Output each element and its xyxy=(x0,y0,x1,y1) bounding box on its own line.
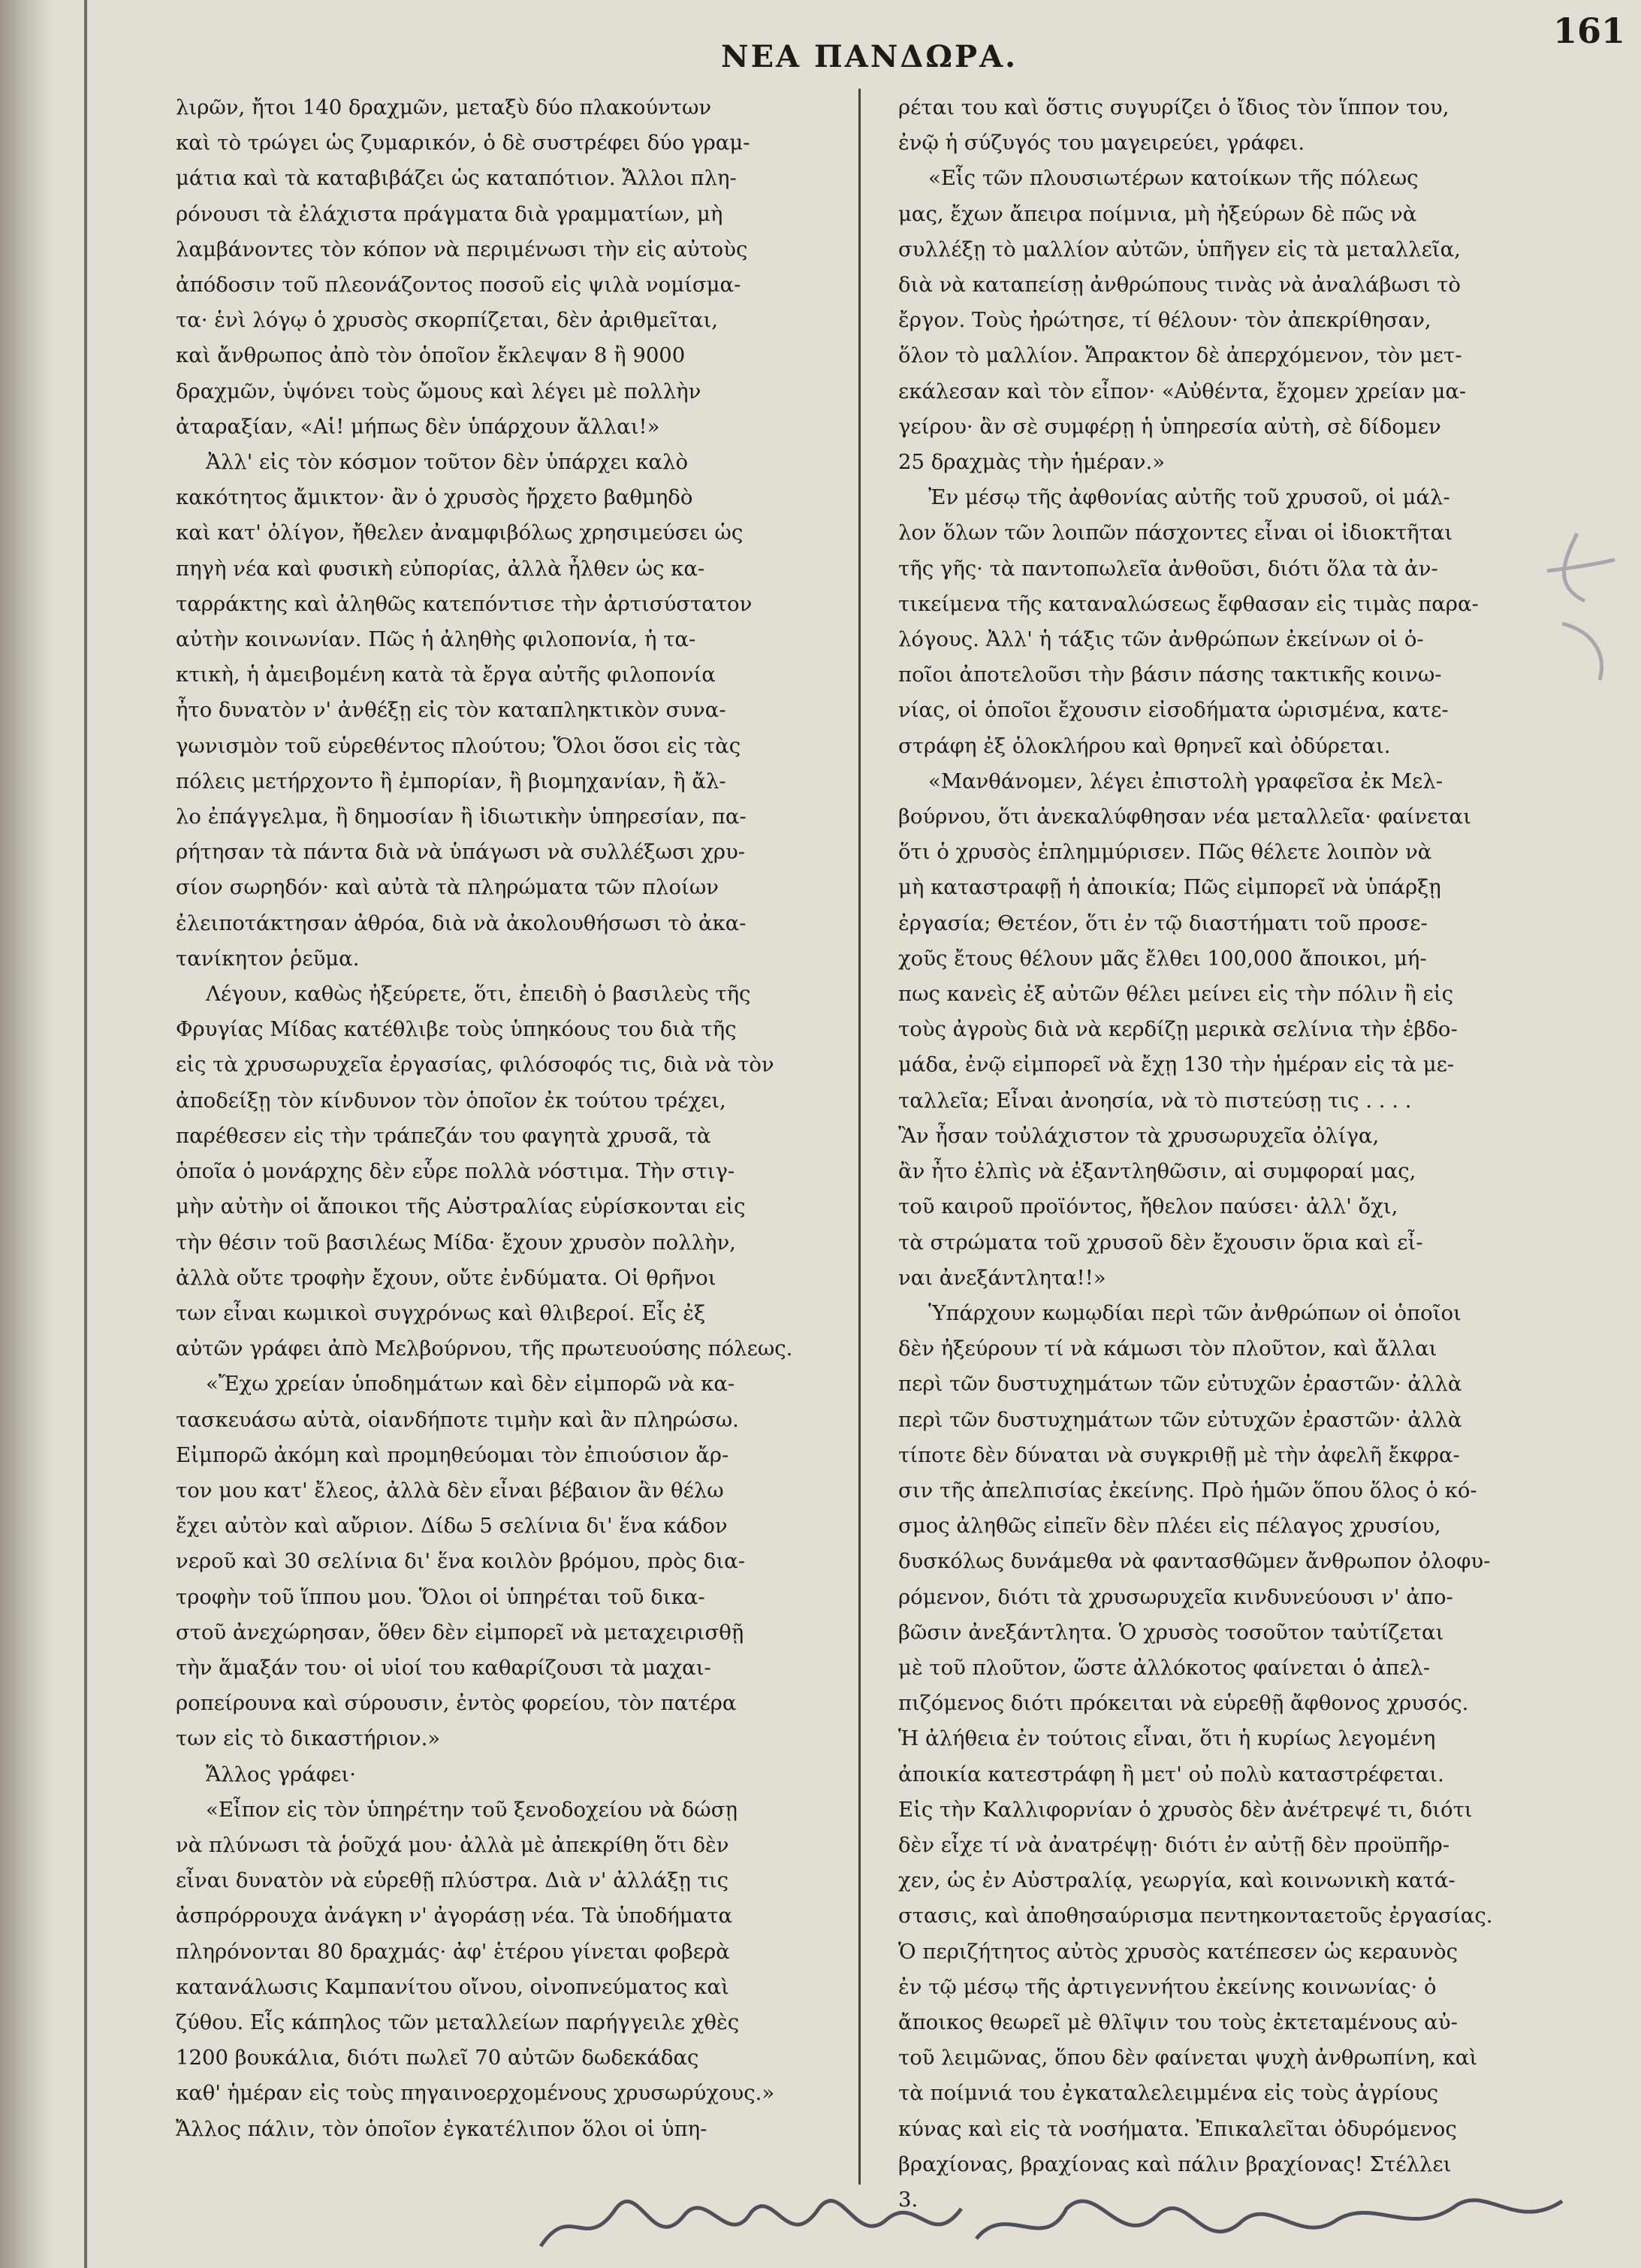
text-line: λιρῶν, ἤτοι 140 δραχμῶν, μεταξὺ δύο πλακούντων xyxy=(176,95,712,119)
text-line: σίον σωρηδόν· καὶ αὐτὰ τὰ πληρώματα τῶν πλοίων xyxy=(176,875,719,900)
text-line: στράφη ἐξ ὁλοκλήρου καὶ θρηνεῖ καὶ ὀδύρεται. xyxy=(898,733,1391,758)
text-line: «Εἶπον εἰς τὸν ὑπηρέτην τοῦ ξενοδοχείου νὰ δώσῃ xyxy=(206,1797,738,1822)
book-binding-shadow xyxy=(0,0,53,2268)
text-line: καθ' ἡμέραν εἰς τοὺς πηγαινοερχομένους χρυσωρύχους.» xyxy=(176,2081,775,2106)
text-line: αὐτὴν κοινωνίαν. Πῶς ἡ ἀληθὴς φιλοπονία, ἡ τα- xyxy=(176,627,696,652)
text-line: μὴν αὐτὴν οἱ ἄποικοι τῆς Αὐστραλίας εὑρίσκονται εἰς xyxy=(176,1194,746,1219)
text-line: στασις, καὶ ἀποθησαύρισμα πεντηκονταετοῦς ἐργασίας. xyxy=(898,1904,1493,1928)
text-line: νὰ πλύνωσι τὰ ῥοῦχά μου· ἀλλὰ μὲ ἀπεκρίθη ὅτι δὲν xyxy=(176,1832,729,1857)
text-line: ἔχει αὐτὸν καὶ αὔριον. Δίδω 5 σελίνια δι' ἕνα κάδον xyxy=(176,1514,728,1539)
text-line: ναι ἀνεξάντλητα!!» xyxy=(898,1265,1106,1290)
text-line: τοῦ λειμῶνας, ὅπου δὲν φαίνεται ψυχὴ ἀνθρωπίνη, καὶ xyxy=(898,2046,1478,2070)
column-divider-rule xyxy=(858,89,861,2185)
text-line: δὲν εἶχε τί νὰ ἀνατρέψῃ· διότι ἐν αὐτῇ δὲν προϋπῆρ- xyxy=(898,1832,1450,1857)
text-line: ρόνουσι τὰ ἐλάχιστα πράγματα διὰ γραμματίων, μὴ xyxy=(176,201,723,226)
text-line: «Ἔχω χρείαν ὑποδημάτων καὶ δὲν εἰμπορῶ νὰ κα- xyxy=(206,1372,735,1397)
text-line: ποῖοι ἀποτελοῦσι τὴν βάσιν πάσης τακτικῆς κοινω- xyxy=(898,663,1442,687)
text-line: βραχίονας, βραχίονας καὶ πάλιν βραχίονας! Στέλλει xyxy=(898,2152,1452,2176)
text-line: σιν τῆς ἀπελπισίας ἐκείνης. Πρὸ ἡμῶν ὅπου ὅλος ὁ κό- xyxy=(898,1478,1477,1502)
text-line: εἰς τὰ χρυσωρυχεῖα ἐργασίας, φιλόσοφός τις, διὰ νὰ τὸν xyxy=(176,1052,774,1077)
handwritten-margin-mark xyxy=(1532,518,1630,691)
text-line: δραχμῶν, ὑψόνει τοὺς ὤμους καὶ λέγει μὲ πολλὴν xyxy=(176,379,701,403)
text-line: μὴ καταστραφῇ ἡ ἀποικία; Πῶς εἰμπορεῖ νὰ ὑπάρξῃ xyxy=(898,875,1441,900)
text-line: τὰ στρώματα τοῦ χρυσοῦ δὲν ἔχουσιν ὅρια καὶ εἶ- xyxy=(898,1230,1423,1255)
text-line: εκάλεσαν καὶ τὸν εἶπον· «Αὐθέντα, ἔχομεν χρείαν μα- xyxy=(898,379,1467,403)
text-line: Ἂν ἦσαν τοὐλάχιστον τὰ χρυσωρυχεῖα ὀλίγα, xyxy=(898,1123,1380,1148)
text-line: χοῦς ἔτους θέλουν μᾶς ἔλθει 100,000 ἄποικοι, μή- xyxy=(898,946,1427,971)
text-line: στοῦ ἀνεχώρησαν, ὅθεν δὲν εἰμπορεῖ νὰ μεταχειρισθῇ xyxy=(176,1620,744,1644)
text-line: λόγους. Ἀλλ' ἡ τάξις τῶν ἀνθρώπων ἐκείνων οἱ ὁ- xyxy=(898,627,1424,652)
text-line: αὐτῶν γράφει ἀπὸ Μελβούρνου, τῆς πρωτευούσης πόλεως. xyxy=(176,1336,793,1361)
text-line: ἔργον. Τοὺς ἠρώτησε, τί θέλουν· τὸν ἀπεκρίθησαν, xyxy=(898,308,1431,333)
text-line: πηγὴ νέα καὶ φυσικὴ εὐπορίας, ἀλλὰ ἦλθεν ὡς κα- xyxy=(176,556,705,581)
text-line: πιζόμενος διότι πρόκειται νὰ εὑρεθῇ ἄφθονος χρυσός. xyxy=(898,1691,1469,1716)
text-line: ἀταραξίαν, «Αἱ! μήπως δὲν ὑπάρχουν ἄλλαι!» xyxy=(176,414,660,439)
right-text-column xyxy=(898,90,1552,2218)
text-line: καὶ ἄνθρωπος ἀπὸ τὸν ὁποῖον ἔκλεψαν 8 ἢ 9000 xyxy=(176,343,686,368)
page-number: 161 xyxy=(1553,11,1626,51)
text-line: καὶ τὸ τρώγει ὡς ζυμαρικόν, ὁ δὲ συστρέφει δύο γραμ- xyxy=(176,131,750,156)
text-line: κύνας καὶ εἰς τὰ νοσήματα. Ἐπικαλεῖται ὀδυρόμενος xyxy=(898,2116,1457,2141)
text-line: Ἄλλος γράφει· xyxy=(206,1762,356,1786)
text-line: ἀσπρόρρουχα ἀνάγκη ν' ἀγοράσῃ νέα. Τὰ ὑποδήματα xyxy=(176,1904,733,1928)
text-line: μας, ἔχων ἄπειρα ποίμνια, μὴ ἠξεύρων δὲ πῶς νὰ xyxy=(898,201,1417,226)
text-line: τοῦ καιροῦ προϊόντος, ἤθελον παύσει· ἀλλ' ὄχι, xyxy=(898,1194,1398,1219)
text-line: κακότητος ἄμικτον· ἂν ὁ χρυσὸς ἤρχετο βαθμηδὸ xyxy=(176,485,693,510)
text-line: ταρράκτης καὶ ἀληθῶς κατεπόντισε τὴν ἀρτισύστατον xyxy=(176,591,753,616)
text-line: Ἀλλ' εἰς τὸν κόσμον τοῦτον δὲν ὑπάρχει καλὸ xyxy=(206,450,689,475)
text-line: ρέται του καὶ ὅστις συγυρίζει ὁ ἴδιος τὸν ἵππον του, xyxy=(898,95,1449,119)
text-line: ροπείρουνα καὶ σύρουσιν, ἐντὸς φορείου, τὸν πατέρα xyxy=(176,1691,737,1716)
text-line: τον μου κατ' ἔλεος, ἀλλὰ δὲν εἶναι βέβαιον ἂν θέλω xyxy=(176,1478,724,1502)
text-line: βούρνου, ὅτι ἀνεκαλύφθησαν νέα μεταλλεῖα· φαίνεται xyxy=(898,805,1471,829)
text-line: ἀποικία κατεστράφη ἢ μετ' οὐ πολὺ καταστρέφεται. xyxy=(898,1762,1444,1786)
text-line: Ὁ περιζήτητος αὐτὸς χρυσὸς κατέπεσεν ὡς κεραυνὸς xyxy=(898,1939,1458,1964)
text-line: ὁποῖα ὁ μονάρχης δὲν εὗρε πολλὰ νόστιμα. Τὴν στιγ- xyxy=(176,1159,735,1184)
text-line: δὲν ἠξεύρουν τί νὰ κάμωσι τὸν πλοῦτον, καὶ ἄλλαι xyxy=(898,1336,1437,1361)
text-line: ἐνῷ ἡ σύζυγός του μαγειρεύει, γράφει. xyxy=(898,131,1305,156)
text-line: τὴν ἅμαξάν του· οἱ υἱοί του καθαρίζουσι τὰ μαχαι- xyxy=(176,1655,711,1680)
text-line: ζύθου. Εἷς κάπηλος τῶν μεταλλείων παρήγγειλε χθὲς xyxy=(176,2010,740,2034)
text-line: κατανάλωσις Καμπανίτου οἴνου, οἰνοπνεύματος καὶ xyxy=(176,1974,729,1999)
text-line: ἂν ἦτο ἐλπὶς νὰ ἐξαντληθῶσιν, αἱ συμφοραί μας, xyxy=(898,1159,1416,1184)
text-line: 25 δραχμὰς τὴν ἡμέραν.» xyxy=(898,450,1166,475)
text-line: τῆς γῆς· τὰ παντοπωλεῖα ἀνθοῦσι, διότι ὅλα τὰ ἀν- xyxy=(898,556,1438,581)
text-line: Ἄλλος πάλιν, τὸν ὁποῖον ἐγκατέλιπον ὅλοι οἱ ὑπη- xyxy=(176,2116,707,2141)
text-line: ἐλειποτάκτησαν ἀθρόα, διὰ νὰ ἀκολουθήσωσι τὸ ἀκα- xyxy=(176,911,747,935)
text-line: 1200 βουκάλια, διότι πωλεῖ 70 αὐτῶν δωδεκάδας xyxy=(176,2046,699,2070)
text-line: μάτια καὶ τὰ καταβιβάζει ὡς καταπότιον. Ἄλλοι πλη- xyxy=(176,166,737,191)
text-line: ἐργασία; Θετέον, ὅτι ἐν τῷ διαστήματι τοῦ προσε- xyxy=(898,911,1428,935)
text-line: νεροῦ καὶ 30 σελίνια δι' ἕνα κοιλὸν βρόμου, πρὸς δια- xyxy=(176,1549,745,1574)
text-line: τροφὴν τοῦ ἵππου μου. Ὅλοι οἱ ὑπηρέται τοῦ δικα- xyxy=(176,1584,705,1609)
text-line: πόλεις μετήρχοντο ἢ ἐμπορίαν, ἢ βιομηχανίαν, ἢ ἄλ- xyxy=(176,769,726,793)
text-line: των εἶναι κωμικοὶ συγχρόνως καὶ θλιβεροί. Εἷς ἐξ xyxy=(176,1300,706,1325)
text-line: ρήτησαν τὰ πάντα διὰ νὰ ὑπάγωσι νὰ συλλέξωσι χρυ- xyxy=(176,840,746,865)
text-line: τὰ ποίμνιά του ἐγκαταλελειμμένα εἰς τοὺς ἀγρίους xyxy=(898,2081,1439,2106)
text-line: γείρου· ἂν σὲ συμφέρῃ ἡ ὑπηρεσία αὐτὴ, σὲ δίδομεν xyxy=(898,414,1441,439)
text-line: παρέθεσεν εἰς τὴν τράπεζάν του φαγητὰ χρυσᾶ, τὰ xyxy=(176,1123,711,1148)
text-line: χεν, ὡς ἐν Αὐστραλίᾳ, γεωργία, καὶ κοινωνικὴ κατά- xyxy=(898,1868,1455,1893)
text-line: περὶ τῶν δυστυχημάτων τῶν εὐτυχῶν ἐραστῶν· ἀλλὰ xyxy=(898,1372,1462,1397)
handwritten-signature xyxy=(526,2179,1577,2261)
text-line: συλλέξῃ τὸ μαλλίον αὐτῶν, ὑπῆγεν εἰς τὰ μεταλλεῖα, xyxy=(898,237,1461,261)
text-line: Ὑπάρχουν κωμῳδίαι περὶ τῶν ἀνθρώπων οἱ ὁποῖοι xyxy=(928,1300,1462,1325)
text-line: λον ὅλων τῶν λοιπῶν πάσχοντες εἶναι οἱ ἰδιοκτῆται xyxy=(898,521,1453,545)
text-line: των εἰς τὸ δικαστήριον.» xyxy=(176,1726,441,1751)
text-line: τανίκητον ῥεῦμα. xyxy=(176,946,360,971)
text-line: μάδα, ἐνῷ εἰμπορεῖ νὰ ἔχῃ 130 τὴν ἡμέραν εἰς τὰ με- xyxy=(898,1052,1455,1077)
text-line: ὅτι ὁ χρυσὸς ἐπλημμύρισεν. Πῶς θέλετε λοιπὸν νὰ xyxy=(898,840,1432,865)
text-line: πληρόνονται 80 δραχμάς· ἀφ' ἑτέρου γίνεται φοβερὰ xyxy=(176,1939,730,1964)
text-line: Ἐν μέσῳ τῆς ἀφθονίας αὐτῆς τοῦ χρυσοῦ, οἱ μάλ- xyxy=(928,485,1450,510)
text-line: τίποτε δὲν δύναται νὰ συγκριθῇ μὲ τὴν ἀφελῆ ἔκφρα- xyxy=(898,1442,1460,1467)
text-line: βῶσιν ἀνεξάντλητα. Ὁ χρυσὸς τοσοῦτον ταὐτίζεται xyxy=(898,1620,1444,1644)
text-line: τα· ἑνὶ λόγῳ ὁ χρυσὸς σκορπίζεται, δὲν ἀριθμεῖται, xyxy=(176,308,718,333)
text-line: ἐν τῷ μέσῳ τῆς ἀρτιγεννήτου ἐκείνης κοινωνίας· ὁ xyxy=(898,1974,1437,1999)
left-text-column xyxy=(176,90,822,2147)
text-line: διὰ νὰ καταπείσῃ ἀνθρώπους τινὰς νὰ ἀναλάβωσι τὸ xyxy=(898,273,1461,297)
text-line: μὲ τοῦ πλοῦτον, ὥστε ἀλλόκοτος φαίνεται ὁ ἀπελ- xyxy=(898,1655,1431,1680)
text-line: τοὺς ἀγροὺς διὰ νὰ κερδίζῃ μερικὰ σελίνια τὴν ἑβδο- xyxy=(898,1017,1458,1042)
text-line: «Μανθάνομεν, λέγει ἐπιστολὴ γραφεῖσα ἐκ Μελ- xyxy=(928,769,1443,793)
text-line: νίας, οἱ ὁποῖοι ἔχουσιν εἰσοδήματα ὡρισμένα, κατε- xyxy=(898,698,1449,723)
text-line: Εἰμπορῶ ἀκόμη καὶ προμηθεύομαι τὸν ἐπιούσιον ἄρ- xyxy=(176,1442,729,1467)
text-line: κτικὴ, ἡ ἀμειβομένη κατὰ τὰ ἔργα αὐτῆς φιλοπονία xyxy=(176,663,716,687)
text-line: ἄποικος θεωρεῖ μὲ θλῖψιν του τοὺς ἐκτεταμένους αὐ- xyxy=(898,2010,1458,2034)
text-line: καὶ κατ' ὀλίγον, ἤθελεν ἀναμφιβόλως χρησιμεύσει ὡς xyxy=(176,521,744,545)
text-line: «Εἷς τῶν πλουσιωτέρων κατοίκων τῆς πόλεως xyxy=(928,166,1419,191)
text-line: λο ἐπάγγελμα, ἢ δημοσίαν ἢ ἰδιωτικὴν ὑπηρεσίαν, πα- xyxy=(176,805,747,829)
text-line: γωνισμὸν τοῦ εὑρεθέντος πλούτου; Ὅλοι ὅσοι εἰς τὰς xyxy=(176,733,741,758)
text-line: ἀπόδοσιν τοῦ πλεονάζοντος ποσοῦ εἰς ψιλὰ νομίσμα- xyxy=(176,273,741,297)
text-line: τικείμενα τῆς καταναλώσεως ἔφθασαν εἰς τιμὰς παρα- xyxy=(898,591,1479,616)
text-line: Λέγουν, καθὼς ἠξεύρετε, ὅτι, ἐπειδὴ ὁ βασιλεὺς τῆς xyxy=(206,982,751,1007)
text-line: τασκευάσω αὐτὰ, οἱανδήποτε τιμὴν καὶ ἂν πληρώσω. xyxy=(176,1407,739,1432)
text-line: Ἡ ἀλήθεια ἐν τούτοις εἶναι, ὅτι ἡ κυρίως λεγομένη xyxy=(898,1726,1436,1751)
text-line: Εἰς τὴν Καλλιφορνίαν ὁ χρυσὸς δὲν ἀνέτρεψέ τι, διότι xyxy=(898,1797,1473,1822)
text-line: λαμβάνοντες τὸν κόπον νὰ περιμένωσι τὴν εἰς αὐτοὺς xyxy=(176,237,748,261)
text-line: ταλλεῖα; Εἶναι ἀνοησία, νὰ τὸ πιστεύσῃ τις . . . . xyxy=(898,1088,1412,1113)
text-line: τὴν θέσιν τοῦ βασιλέως Μίδα· ἔχουν χρυσὸν πολλὴν, xyxy=(176,1230,736,1255)
text-line: πως κανεὶς ἐξ αὐτῶν θέλει μείνει εἰς τὴν πόλιν ἢ εἰς xyxy=(898,982,1453,1007)
running-head: ΝΕΑ ΠΑΝΔΩΡΑ. xyxy=(721,39,1018,74)
binding-edge-line xyxy=(84,0,87,2268)
text-line: ἦτο δυνατὸν ν' ἀνθέξῃ εἰς τὸν καταπληκτικὸν συνα- xyxy=(176,698,726,723)
text-line: ρόμενον, διότι τὰ χρυσωρυχεῖα κινδυνεύουσι ν' ἀπο- xyxy=(898,1584,1453,1609)
text-line: ὅλον τὸ μαλλίον. Ἄπρακτον δὲ ἀπερχόμενον, τὸν μετ- xyxy=(898,343,1462,368)
text-line: σμος ἀληθῶς εἰπεῖν δὲν πλέει εἰς πέλαγος χρυσίου, xyxy=(898,1514,1441,1539)
text-line: Φρυγίας Μίδας κατέθλιβε τοὺς ὑπηκόους του διὰ τῆς xyxy=(176,1017,737,1042)
text-line: ἀποδείξῃ τὸν κίνδυνον τὸν ὁποῖον ἐκ τούτου τρέχει, xyxy=(176,1088,726,1113)
text-line: 3. xyxy=(898,2187,919,2212)
text-line: περὶ τῶν δυστυχημάτων τῶν εὐτυχῶν ἐραστῶν· ἀλλὰ xyxy=(898,1407,1462,1432)
text-line: εἶναι δυνατὸν νὰ εὑρεθῇ πλύστρα. Διὰ ν' ἀλλάξῃ τις xyxy=(176,1868,728,1893)
text-line: ἀλλὰ οὔτε τροφὴν ἔχουν, οὔτε ἐνδύματα. Οἱ θρῆνοι xyxy=(176,1265,716,1290)
text-line: δυσκόλως δυνάμεθα νὰ φαντασθῶμεν ἄνθρωπον ὀλοφυ- xyxy=(898,1549,1491,1574)
